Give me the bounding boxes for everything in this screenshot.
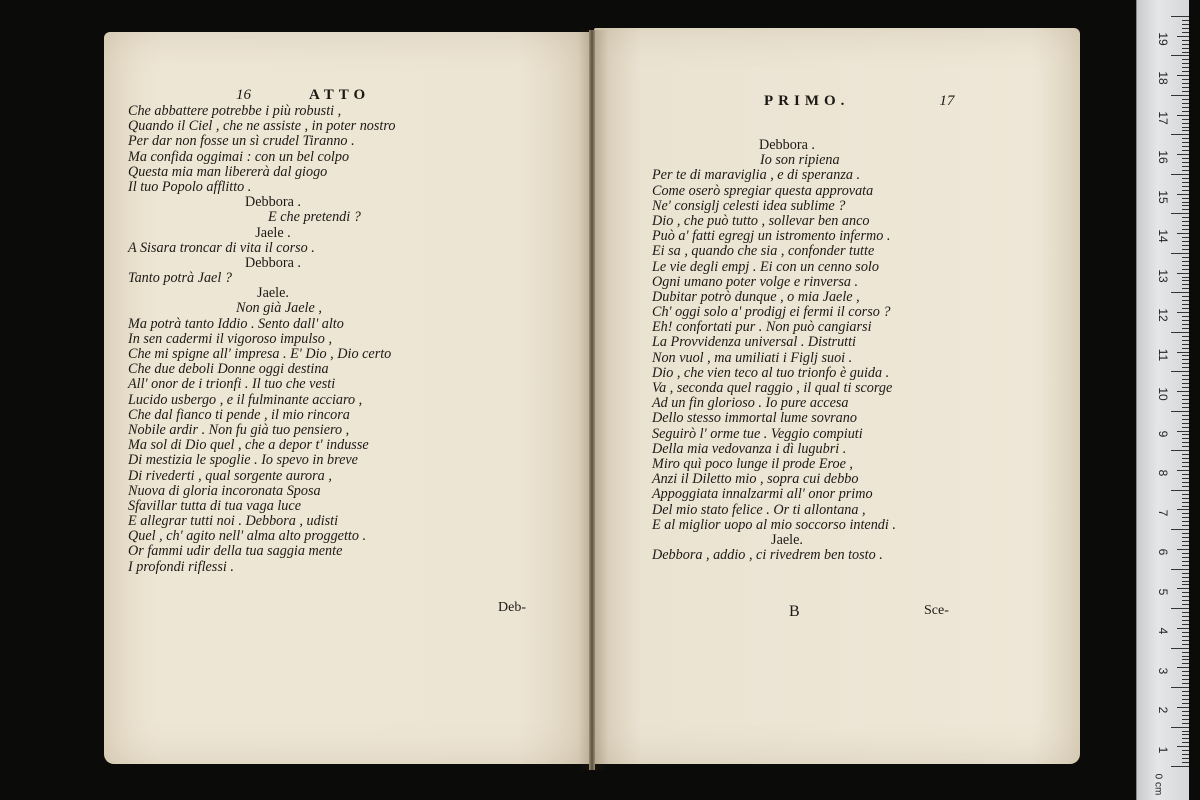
ruler-number: 11	[1156, 348, 1170, 362]
ruler-number: 6	[1156, 548, 1170, 556]
ruler-tick	[1182, 209, 1189, 210]
ruler-tick	[1182, 336, 1189, 337]
ruler-tick	[1182, 695, 1189, 696]
ruler-tick	[1182, 198, 1189, 199]
verse-line: Il tuo Popolo afflitto .	[128, 178, 252, 195]
ruler-tick	[1182, 367, 1189, 368]
verse-line: Le vie degli empj . Ei con un cenno solo	[652, 258, 879, 275]
verse-line: Che due deboli Donne oggi destina	[128, 361, 329, 378]
ruler-tick	[1177, 115, 1189, 116]
ruler-tick	[1171, 411, 1189, 412]
verse-line: Dio , che può tutto , sollevar ben anco	[652, 212, 870, 229]
ruler-tick	[1182, 612, 1189, 613]
ruler-tick	[1182, 277, 1189, 278]
ruler-tick	[1177, 707, 1189, 708]
ruler-tick	[1182, 79, 1189, 80]
ruler-tick	[1182, 138, 1189, 139]
ruler-tick	[1177, 470, 1189, 471]
verse-line: Debbora , addio , ci rivedrem ben tosto .	[652, 547, 883, 564]
ruler-tick	[1171, 648, 1189, 649]
speaker-name: Jaele.	[771, 531, 803, 548]
ruler-tick	[1182, 269, 1189, 270]
verse-line: Della mia vedovanza i dì lugubri .	[652, 440, 847, 457]
ruler-tick	[1171, 253, 1189, 254]
ruler-tick	[1182, 280, 1189, 281]
ruler-tick	[1171, 134, 1189, 135]
ruler-tick	[1182, 63, 1189, 64]
verse-line: A Sisara troncar di vita il corso .	[128, 239, 315, 256]
ruler-tick	[1182, 592, 1189, 593]
ruler-tick	[1182, 359, 1189, 360]
ruler-tick	[1182, 24, 1189, 25]
ruler-tick	[1182, 375, 1189, 376]
ruler-tick	[1182, 142, 1189, 143]
verse-line: Per te di maraviglia , e di speranza .	[652, 167, 861, 184]
ruler-tick	[1182, 363, 1189, 364]
ruler-tick	[1182, 620, 1189, 621]
ruler-tick	[1182, 691, 1189, 692]
ruler-tick	[1182, 498, 1189, 499]
ruler-tick	[1171, 292, 1189, 293]
ruler-tick	[1171, 16, 1189, 17]
ruler-tick	[1182, 415, 1189, 416]
ruler-tick	[1182, 205, 1189, 206]
left-head-title: ATTO	[309, 87, 371, 103]
ruler-tick	[1182, 348, 1189, 349]
ruler-tick	[1182, 186, 1189, 187]
ruler-tick	[1182, 170, 1189, 171]
speaker-name: Jaele .	[255, 224, 291, 241]
ruler-tick	[1182, 458, 1189, 459]
verse-line: E che pretendi ?	[268, 209, 361, 226]
ruler-tick	[1177, 628, 1189, 629]
ruler-number: 3	[1156, 667, 1170, 674]
ruler-tick	[1182, 103, 1189, 104]
ruler-tick	[1177, 36, 1189, 37]
verse-line: Può a' fatti egregj un istromento infermo .	[652, 228, 891, 245]
ruler-tick	[1182, 679, 1189, 680]
ruler-tick	[1182, 478, 1189, 479]
ruler-tick	[1182, 284, 1189, 285]
ruler-tick	[1177, 431, 1189, 432]
speaker-name: Debbora .	[245, 254, 301, 271]
verse-line: Nuova di gloria incoronata Sposa	[128, 482, 321, 499]
verse-line: Di mestizia le spoglie . Io spevo in breve	[128, 452, 358, 469]
measuring-ruler	[1136, 0, 1189, 800]
ruler-tick	[1182, 454, 1189, 455]
verse-line: Non vuol , ma umiliati i Figlj suoi .	[652, 349, 853, 366]
ruler-tick	[1171, 174, 1189, 175]
ruler-tick	[1182, 596, 1189, 597]
ruler-tick	[1182, 675, 1189, 676]
verse-line: Tanto potrà Jael ?	[128, 270, 232, 287]
verse-line: Ma confida oggimai : con un bel colpo	[128, 148, 350, 165]
ruler-tick	[1182, 40, 1189, 41]
ruler-tick	[1182, 99, 1189, 100]
ruler-tick	[1182, 237, 1189, 238]
verse-line: Di rivederti , qual sorgente aurora ,	[128, 467, 332, 484]
ruler-number: 4	[1156, 627, 1170, 635]
verse-line: Sfavillar tutta di tua vaga luce	[128, 497, 301, 514]
ruler-tick	[1182, 754, 1189, 755]
ruler-tick	[1171, 332, 1189, 333]
ruler-tick	[1182, 241, 1189, 242]
ruler-number: 13	[1156, 269, 1170, 283]
ruler-tick	[1182, 525, 1189, 526]
ruler-tick	[1182, 466, 1189, 467]
ruler-tick	[1177, 194, 1189, 195]
ruler-tick	[1182, 659, 1189, 660]
ruler-tick	[1182, 734, 1189, 735]
ruler-tick	[1182, 723, 1189, 724]
verse-line: E al miglior uopo al mio soccorso intendi .	[652, 516, 896, 533]
ruler-tick	[1182, 87, 1189, 88]
ruler-tick	[1177, 549, 1189, 550]
ruler-tick	[1182, 557, 1189, 558]
ruler-tick	[1182, 304, 1189, 305]
verse-line: Io son ripiena	[760, 152, 840, 169]
ruler-tick	[1182, 541, 1189, 542]
ruler-tick	[1182, 517, 1189, 518]
ruler-tick	[1182, 521, 1189, 522]
verse-line: Seguirò l' orme tue . Veggio compiuti	[652, 425, 863, 442]
ruler-tick	[1182, 288, 1189, 289]
verse-line: La Provvidenza universal . Distrutti	[652, 334, 857, 351]
ruler-tick	[1182, 494, 1189, 495]
ruler-tick	[1177, 667, 1189, 668]
ruler-number: 9	[1156, 430, 1170, 438]
ruler-tick	[1182, 616, 1189, 617]
ruler-tick	[1182, 604, 1189, 605]
ruler-tick	[1182, 71, 1189, 72]
book-gutter	[589, 30, 595, 770]
verse-line: Questa mia man libererà dal giogo	[128, 163, 328, 180]
ruler-tick	[1171, 95, 1189, 96]
ruler-tick	[1182, 644, 1189, 645]
ruler-tick	[1182, 506, 1189, 507]
ruler-tick	[1177, 588, 1189, 589]
ruler-tick	[1182, 537, 1189, 538]
ruler-number: 8	[1156, 469, 1170, 477]
ruler-tick	[1182, 320, 1189, 321]
ruler-tick	[1182, 379, 1189, 380]
ruler-tick	[1171, 213, 1189, 214]
ruler-tick	[1182, 261, 1189, 262]
ruler-tick	[1182, 553, 1189, 554]
right-page-text	[652, 138, 992, 563]
ruler-tick	[1182, 395, 1189, 396]
ruler-tick	[1182, 328, 1189, 329]
ruler-tick	[1182, 663, 1189, 664]
verse-line: In sen cadermi il vigoroso impulso ,	[128, 330, 332, 347]
ruler-tick	[1177, 509, 1189, 510]
ruler-tick	[1182, 699, 1189, 700]
speaker-name: Jaele.	[257, 285, 289, 302]
verse-line: Del mio stato felice . Or ti allontana ,	[652, 501, 866, 518]
ruler-number: 1	[1156, 746, 1170, 753]
ruler-tick	[1182, 632, 1189, 633]
ruler-tick	[1182, 565, 1189, 566]
ruler-tick	[1177, 233, 1189, 234]
ruler-tick	[1182, 344, 1189, 345]
ruler-tick	[1182, 656, 1189, 657]
ruler-tick	[1182, 600, 1189, 601]
ruler-number: 7	[1156, 509, 1170, 517]
left-page-text	[128, 104, 488, 575]
ruler-tick	[1182, 202, 1189, 203]
verse-line: Or fammi udir della tua saggia mente	[128, 543, 343, 560]
verse-line: Eh! confortati pur . Non può cangiarsi	[652, 319, 872, 336]
ruler-tick	[1182, 44, 1189, 45]
ruler-tick	[1182, 249, 1189, 250]
ruler-tick	[1171, 529, 1189, 530]
verse-line: Ei sa , quando che sia , confonder tutte	[652, 243, 875, 260]
verse-line: Ogni umano poter volge e rinversa .	[652, 273, 859, 290]
ruler-number: 2	[1156, 706, 1170, 714]
ruler-tick	[1177, 154, 1189, 155]
ruler-tick	[1182, 711, 1189, 712]
left-running-head	[236, 86, 370, 104]
ruler-tick	[1171, 490, 1189, 491]
ruler-tick	[1171, 727, 1189, 728]
ruler-tick	[1182, 162, 1189, 163]
verse-line: I profondi riflessi .	[128, 558, 234, 575]
ruler-tick	[1182, 750, 1189, 751]
right-head-title: PRIMO.	[764, 93, 850, 109]
left-catchword: Deb-	[498, 600, 526, 615]
ruler-tick	[1182, 577, 1189, 578]
verse-line: Ma potrà tanto Iddio . Sento dall' alto	[128, 315, 344, 332]
ruler-tick	[1182, 719, 1189, 720]
ruler-tick	[1182, 229, 1189, 230]
ruler-tick	[1182, 442, 1189, 443]
ruler-tick	[1182, 636, 1189, 637]
ruler-tick	[1182, 67, 1189, 68]
ruler-tick	[1182, 731, 1189, 732]
verse-line: E allegrar tutti noi . Debbora , udisti	[128, 513, 339, 530]
verse-line: All' onor de i trionfi . Il tuo che vesti	[128, 376, 336, 393]
ruler-number: 18	[1156, 71, 1170, 86]
right-running-head	[764, 92, 954, 110]
ruler-tick	[1182, 533, 1189, 534]
ruler-tick	[1182, 257, 1189, 258]
ruler-tick	[1182, 581, 1189, 582]
verse-line: Come oserò spregiar questa approvata	[652, 182, 874, 199]
ruler-tick	[1182, 20, 1189, 21]
verse-line: Lucido usbergo , e il fulminante acciaro ,	[128, 391, 363, 408]
ruler-tick	[1182, 190, 1189, 191]
ruler-tick	[1177, 273, 1189, 274]
ruler-tick	[1182, 123, 1189, 124]
verse-line: Va , seconda quel raggio , il qual ti scorge	[652, 380, 893, 396]
ruler-tick	[1182, 182, 1189, 183]
ruler-tick	[1182, 340, 1189, 341]
ruler-number: 15	[1156, 190, 1170, 204]
ruler-tick	[1182, 486, 1189, 487]
ruler-tick	[1182, 32, 1189, 33]
ruler-tick	[1182, 403, 1189, 404]
verse-line: Dio , che vien teco al tuo trionfo è guida .	[652, 364, 890, 381]
ruler-number: 17	[1156, 111, 1170, 125]
left-page-number: 16	[236, 87, 251, 103]
ruler-tick	[1182, 624, 1189, 625]
ruler-tick	[1182, 308, 1189, 309]
verse-line: Quel , ch' agito nell' alma alto proggetto .	[128, 528, 367, 545]
right-page-number: 17	[939, 93, 955, 109]
ruler-tick	[1182, 107, 1189, 108]
ruler-tick	[1182, 438, 1189, 439]
ruler-tick	[1182, 715, 1189, 716]
ruler-tick	[1182, 217, 1189, 218]
ruler-tick	[1182, 300, 1189, 301]
ruler-tick	[1171, 766, 1189, 767]
ruler-tick	[1182, 48, 1189, 49]
speaker-name: Debbora .	[245, 194, 301, 211]
ruler-tick	[1182, 545, 1189, 546]
ruler-tick	[1171, 569, 1189, 570]
verse-line: Dubitar potrò dunque , o mia Jaele ,	[652, 288, 860, 305]
ruler-tick	[1182, 738, 1189, 739]
ruler-tick	[1177, 75, 1189, 76]
ruler-tick	[1182, 407, 1189, 408]
ruler-number: 14	[1156, 229, 1170, 244]
ruler-tick	[1182, 671, 1189, 672]
ruler-tick	[1182, 584, 1189, 585]
ruler-tick	[1182, 150, 1189, 151]
verse-line: Ad un fin glorioso . Io pure accesa	[652, 395, 849, 412]
ruler-tick	[1182, 52, 1189, 53]
ruler-tick	[1182, 502, 1189, 503]
verse-line: Quando il Ciel , che ne assiste , in poter nostro	[128, 118, 396, 135]
ruler-tick	[1182, 446, 1189, 447]
ruler-tick	[1182, 383, 1189, 384]
ruler-tick	[1182, 742, 1189, 743]
ruler-number: 12	[1156, 308, 1170, 322]
ruler-tick	[1182, 399, 1189, 400]
verse-line: Dello stesso immortal lume sovrano	[652, 410, 857, 427]
ruler-tick	[1171, 450, 1189, 451]
ruler-tick	[1182, 758, 1189, 759]
ruler-tick	[1177, 352, 1189, 353]
ruler-tick	[1171, 687, 1189, 688]
ruler-tick	[1177, 391, 1189, 392]
verse-line: Miro quì poco lunge il prode Eroe ,	[652, 455, 853, 472]
ruler-tick	[1182, 462, 1189, 463]
ruler-tick	[1182, 561, 1189, 562]
verse-line: Che abbattere potrebbe i più robusti ,	[128, 103, 342, 119]
verse-line: Ne' consiglj celesti idea sublime ?	[652, 197, 846, 214]
ruler-tick	[1182, 166, 1189, 167]
ruler-tick	[1171, 608, 1189, 609]
ruler-number: 10	[1156, 387, 1170, 401]
verse-line: Non già Jaele ,	[236, 300, 322, 317]
ruler-tick	[1182, 703, 1189, 704]
verse-line: Nobile ardir . Non fu già tuo pensiero ,	[128, 421, 350, 438]
ruler-tick	[1182, 434, 1189, 435]
verse-line: Anzi il Diletto mio , sopra cui debbo	[652, 471, 859, 488]
ruler-tick	[1182, 83, 1189, 84]
ruler-tick	[1182, 225, 1189, 226]
ruler-tick	[1182, 762, 1189, 763]
ruler-tick	[1182, 652, 1189, 653]
ruler-tick	[1182, 427, 1189, 428]
right-catchword: Sce-	[924, 603, 949, 618]
verse-line: Ma sol di Dio quel , che a depor t' indusse	[128, 437, 369, 454]
ruler-tick	[1182, 59, 1189, 60]
ruler-tick	[1182, 178, 1189, 179]
ruler-tick	[1182, 245, 1189, 246]
ruler-tick	[1182, 119, 1189, 120]
ruler-tick	[1171, 55, 1189, 56]
ruler-tick	[1182, 419, 1189, 420]
ruler-unit-label: 0 cm	[1152, 773, 1164, 796]
ruler-number: 19	[1156, 32, 1170, 46]
ruler-tick	[1182, 111, 1189, 112]
ruler-tick	[1182, 324, 1189, 325]
ruler-tick	[1182, 91, 1189, 92]
ruler-tick	[1182, 28, 1189, 29]
ruler-tick	[1182, 683, 1189, 684]
ruler-tick	[1182, 387, 1189, 388]
ruler-tick	[1177, 312, 1189, 313]
ruler-tick	[1182, 640, 1189, 641]
ruler-tick	[1182, 355, 1189, 356]
ruler-tick	[1182, 296, 1189, 297]
ruler-number: 16	[1156, 150, 1170, 165]
ruler-tick	[1182, 265, 1189, 266]
verse-line: Che mi spigne all' impresa . E' Dio , Dio certo	[128, 346, 392, 362]
ruler-tick	[1182, 474, 1189, 475]
ruler-tick	[1182, 482, 1189, 483]
ruler-tick	[1182, 573, 1189, 574]
ruler-tick	[1182, 423, 1189, 424]
ruler-tick	[1177, 746, 1189, 747]
verse-line: Per dar non fosse un sì crudel Tiranno .	[128, 133, 355, 150]
ruler-tick	[1182, 130, 1189, 131]
ruler-tick	[1182, 127, 1189, 128]
verse-line: Ch' oggi solo a' prodigj ei fermi il corso ?	[652, 304, 891, 321]
speaker-name: Debbora .	[759, 137, 815, 153]
verse-line: Che dal fianco ti pende , il mio rincora	[128, 406, 350, 423]
ruler-tick	[1171, 371, 1189, 372]
ruler-tick	[1182, 513, 1189, 514]
ruler-tick	[1182, 316, 1189, 317]
ruler-tick	[1182, 158, 1189, 159]
ruler-tick	[1182, 146, 1189, 147]
ruler-number: 5	[1156, 588, 1170, 595]
verse-line: Appoggiata innalzarmi all' onor primo	[652, 486, 873, 503]
ruler-tick	[1182, 221, 1189, 222]
signature-mark: B	[789, 603, 800, 620]
